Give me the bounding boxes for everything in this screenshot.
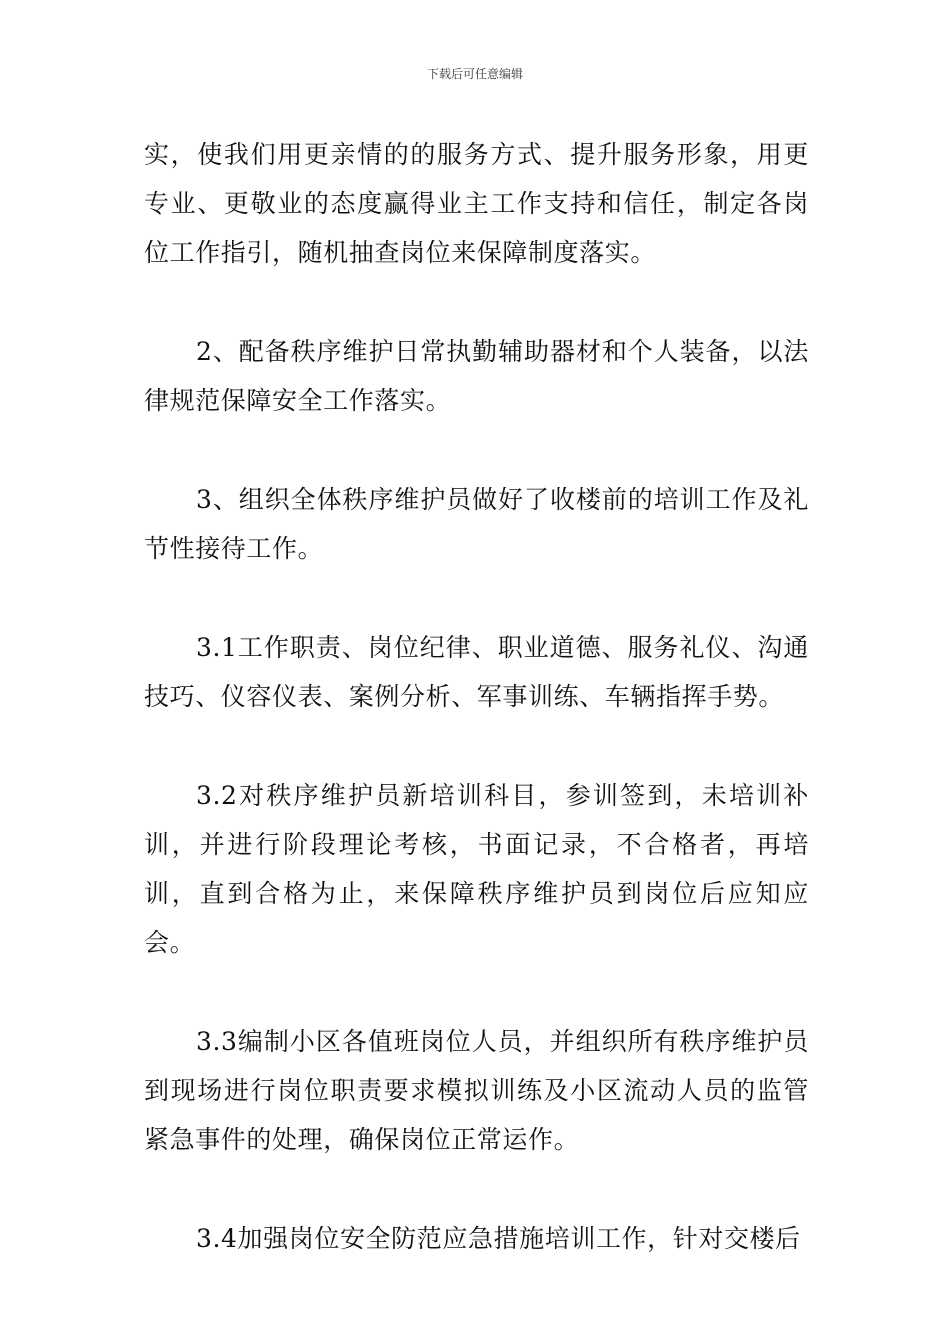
document-body [144,130,809,1313]
paragraph-2: 2、配备秩序维护日常执勤辅助器材和个人装备，以法律规范保障安全工作落实。 [144,337,809,415]
paragraph-3-1: 3.1工作职责、岗位纪律、职业道德、服务礼仪、沟通技巧、仪容仪表、案例分析、军事训练、车辆指挥手势。 [144,633,809,711]
paragraph-3-2: 3.2对秩序维护员新培训科目，参训签到，未培训补训，并进行阶段理论考核，书面记录，不合格者，再培训，直到合格为止，来保障秩序维护员到岗位后应知应会。 [144,781,809,957]
paragraph-1: 实，使我们用更亲情的的服务方式、提升服务形象，用更专业、更敬业的态度赢得业主工作支持和信任，制定各岗位工作指引，随机抽查岗位来保障制度落实。 [144,140,809,267]
page-header: 下载后可任意编辑 [426,67,523,81]
paragraph-3-4: 3.4加强岗位安全防范应急措施培训工作，针对交楼后 [196,1224,801,1253]
paragraph-3-3: 3.3编制小区各值班岗位人员，并组织所有秩序维护员到现场进行岗位职责要求模拟训练及小区流动人员的监管紧急事件的处理，确保岗位正常运作。 [144,1027,809,1154]
paragraph-3: 3、组织全体秩序维护员做好了收楼前的培训工作及礼节性接待工作。 [144,485,809,563]
